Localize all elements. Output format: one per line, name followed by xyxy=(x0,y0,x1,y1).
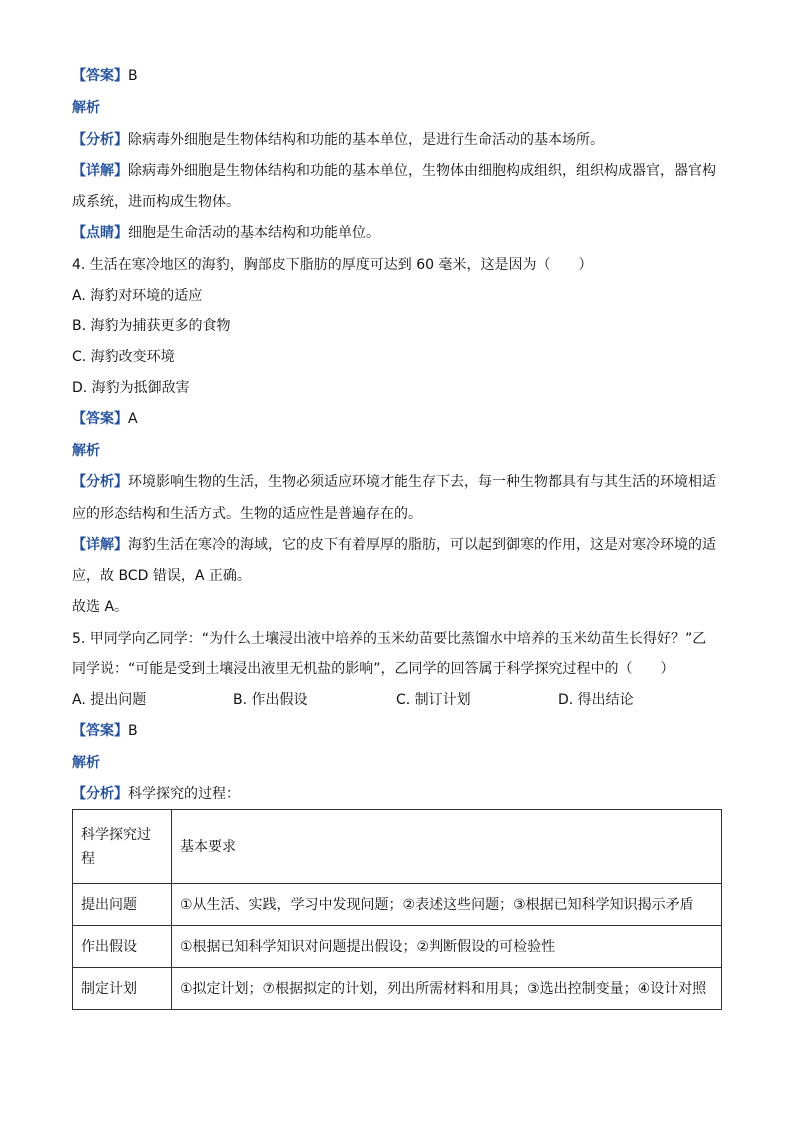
q4-fenxi-line-2 xyxy=(72,504,422,524)
q4-xiangjie-line xyxy=(72,535,716,555)
science-process-table xyxy=(72,809,722,1010)
xiangjie-label: 【详解】 xyxy=(72,163,128,179)
answer-label: 【答案】 xyxy=(72,723,128,739)
xiangjie-label: 【详解】 xyxy=(72,537,128,553)
table-cell: ①拟定计划；⑦根据拟定的计划，列出所需材料和用具；③选出控制变量；④设计对照 xyxy=(172,968,722,1010)
table-header-cell: 科学探究过程 xyxy=(73,810,172,884)
q4-answer-line xyxy=(72,409,138,429)
q5-fenxi-text: 科学探究的过程： xyxy=(128,786,240,802)
table-cell: ①根据已知科学知识对问题提出假设；②判断假设的可检验性 xyxy=(172,926,722,968)
fenxi-label: 【分析】 xyxy=(72,474,128,490)
table-cell: 提出问题 xyxy=(73,884,172,926)
q4-xiangjie-text-2: 应，故 BCD 错误，A 正确。 xyxy=(72,568,251,584)
answer-label: 【答案】 xyxy=(72,68,128,84)
q3-xiangjie-text-1: 除病毒外细胞是生物体结构和功能的基本单位，生物体由细胞构成组织，组织构成器官，器官构 xyxy=(128,163,716,179)
q4-option-b: B. 海豹为捕获更多的食物 xyxy=(72,318,231,334)
q3-fenxi-text: 除病毒外细胞是生物体结构和功能的基本单位，是进行生命活动的基本场所。 xyxy=(128,132,604,148)
q3-fenxi-line xyxy=(72,130,604,150)
q5-option-d: D. 得出结论 xyxy=(558,692,634,708)
q4-option-d: D. 海豹为抵御敌害 xyxy=(72,380,190,396)
q4-conclusion: 故选 A。 xyxy=(72,599,129,615)
q4-fenxi-line xyxy=(72,472,716,492)
q3-xiangjie-text-2: 成系统，进而构成生物体。 xyxy=(72,194,240,210)
fenxi-label: 【分析】 xyxy=(72,786,128,802)
q4-xiangjie-text-1: 海豹生活在寒冷的海域，它的皮下有着厚厚的脂肪，可以起到御寒的作用，这是对寒冷环境的适 xyxy=(128,537,716,553)
fenxi-label: 【分析】 xyxy=(72,132,128,148)
table-cell: 作出假设 xyxy=(73,926,172,968)
q5-stem-1: 5. 甲同学向乙同学：“为什么土壤浸出液中培养的玉米幼苗要比蒸馏水中培养的玉米幼苗生长得好？”乙 xyxy=(72,631,707,647)
q5-option-b: B. 作出假设 xyxy=(233,692,308,708)
analysis-label: 解析 xyxy=(72,100,100,116)
table-row xyxy=(73,926,722,968)
table-cell: ①从生活、实践，学习中发现问题；②表述这些问题；③根据已知科学知识揭示矛盾 xyxy=(172,884,722,926)
q3-xiangjie-line xyxy=(72,161,716,181)
q4-option-a: A. 海豹对环境的适应 xyxy=(72,288,203,304)
q4-option-c: C. 海豹改变环境 xyxy=(72,349,175,365)
q3-dianjing-line xyxy=(72,223,380,243)
q4-analysis-heading xyxy=(72,441,100,461)
q5-fenxi-line xyxy=(72,784,240,804)
table-header-row xyxy=(73,810,722,884)
q3-answer: B xyxy=(128,68,138,84)
q3-dianjing-text: 细胞是生命活动的基本结构和功能单位。 xyxy=(128,225,380,241)
q4-fenxi-text-2: 应的形态结构和生活方式。生物的适应性是普遍存在的。 xyxy=(72,506,422,522)
analysis-label: 解析 xyxy=(72,755,100,771)
q5-answer: B xyxy=(128,723,138,739)
dianjing-label: 【点睛】 xyxy=(72,225,128,241)
table-cell: 制定计划 xyxy=(73,968,172,1010)
q3-xiangjie-line-2 xyxy=(72,192,240,212)
q4-answer: A xyxy=(128,411,138,427)
q4-xiangjie-line-2 xyxy=(72,566,251,586)
q3-answer-line xyxy=(72,66,138,86)
table-row xyxy=(73,968,722,1010)
q4-fenxi-text-1: 环境影响生物的生活，生物必须适应环境才能生存下去，每一种生物都具有与其生活的环境相适 xyxy=(128,474,716,490)
q3-analysis-heading xyxy=(72,98,100,118)
analysis-label: 解析 xyxy=(72,443,100,459)
answer-label: 【答案】 xyxy=(72,411,128,427)
q5-answer-line xyxy=(72,721,138,741)
table-row xyxy=(73,884,722,926)
table-header-cell: 基本要求 xyxy=(172,810,722,884)
q4-stem: 4. 生活在寒冷地区的海豹，胸部皮下脂肪的厚度可达到 60 毫米，这是因为（ ） xyxy=(72,257,593,273)
q5-option-c: C. 制订计划 xyxy=(396,692,471,708)
q5-option-a: A. 提出问题 xyxy=(72,692,147,708)
q5-options xyxy=(72,690,732,710)
q5-analysis-heading xyxy=(72,753,100,773)
q5-stem-2: 同学说：“可能是受到土壤浸出液里无机盐的影响”，乙同学的回答属于科学探究过程中的（ ） xyxy=(72,661,675,677)
